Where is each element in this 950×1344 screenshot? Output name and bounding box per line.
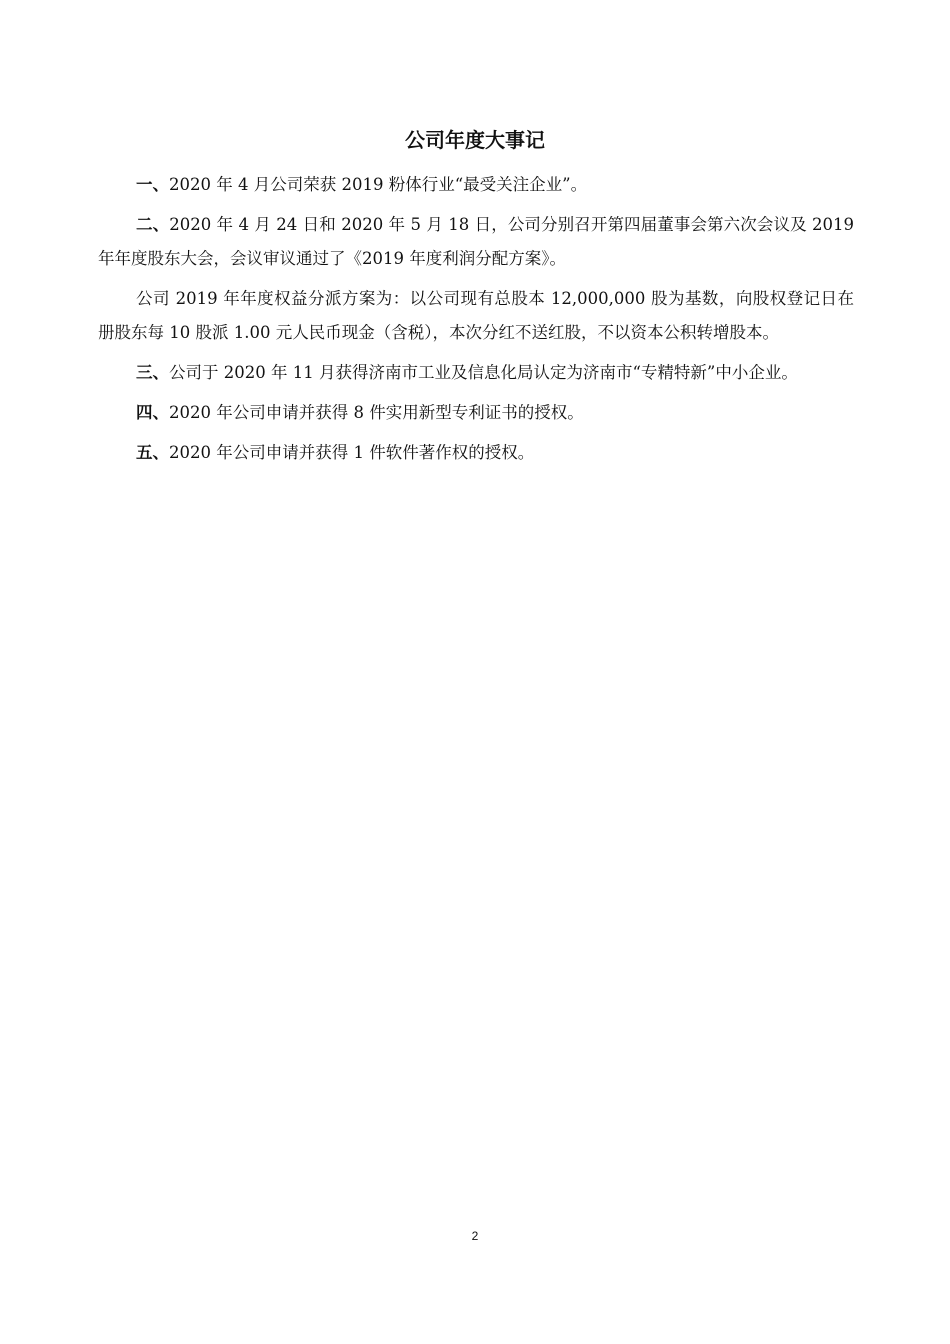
paragraph-3-text: 公司 2019 年年度权益分派方案为：以公司现有总股本 12,000,000 股为基数，向股权登记日在册股东每 10 股派 1.00 元人民币现金（含税），本次分红不送红股，不以资本公积转增股本。 <box>98 289 854 342</box>
paragraph-1-lead: 一、 <box>136 175 169 194</box>
page-number: 2 <box>471 1229 479 1243</box>
paragraph-4-text: 公司于 2020 年 11 月获得济南市工业及信息化局认定为济南市“专精特新”中小企业。 <box>169 363 798 382</box>
document-body <box>98 168 854 476</box>
paragraph-5 <box>98 396 854 430</box>
paragraph-4-lead: 三、 <box>136 363 169 382</box>
paragraph-5-text: 2020 年公司申请并获得 8 件实用新型专利证书的授权。 <box>169 403 584 422</box>
paragraph-6 <box>98 436 854 470</box>
document-title: 公司年度大事记 <box>405 128 545 152</box>
paragraph-6-lead: 五、 <box>136 443 169 462</box>
paragraph-2-text: 2020 年 4 月 24 日和 2020 年 5 月 18 日，公司分别召开第四届董事会第六次会议及 2019 年年度股东大会，会议审议通过了《2019 年度利润分配方案》。 <box>98 215 855 268</box>
paragraph-1 <box>98 168 854 202</box>
paragraph-5-lead: 四、 <box>136 403 169 422</box>
paragraph-2 <box>98 208 854 276</box>
paragraph-2-lead: 二、 <box>136 215 170 234</box>
paragraph-1-text: 2020 年 4 月公司荣获 2019 粉体行业“最受关注企业”。 <box>169 175 588 194</box>
paragraph-4 <box>98 356 854 390</box>
paragraph-6-text: 2020 年公司申请并获得 1 件软件著作权的授权。 <box>169 443 535 462</box>
paragraph-3 <box>98 282 854 350</box>
